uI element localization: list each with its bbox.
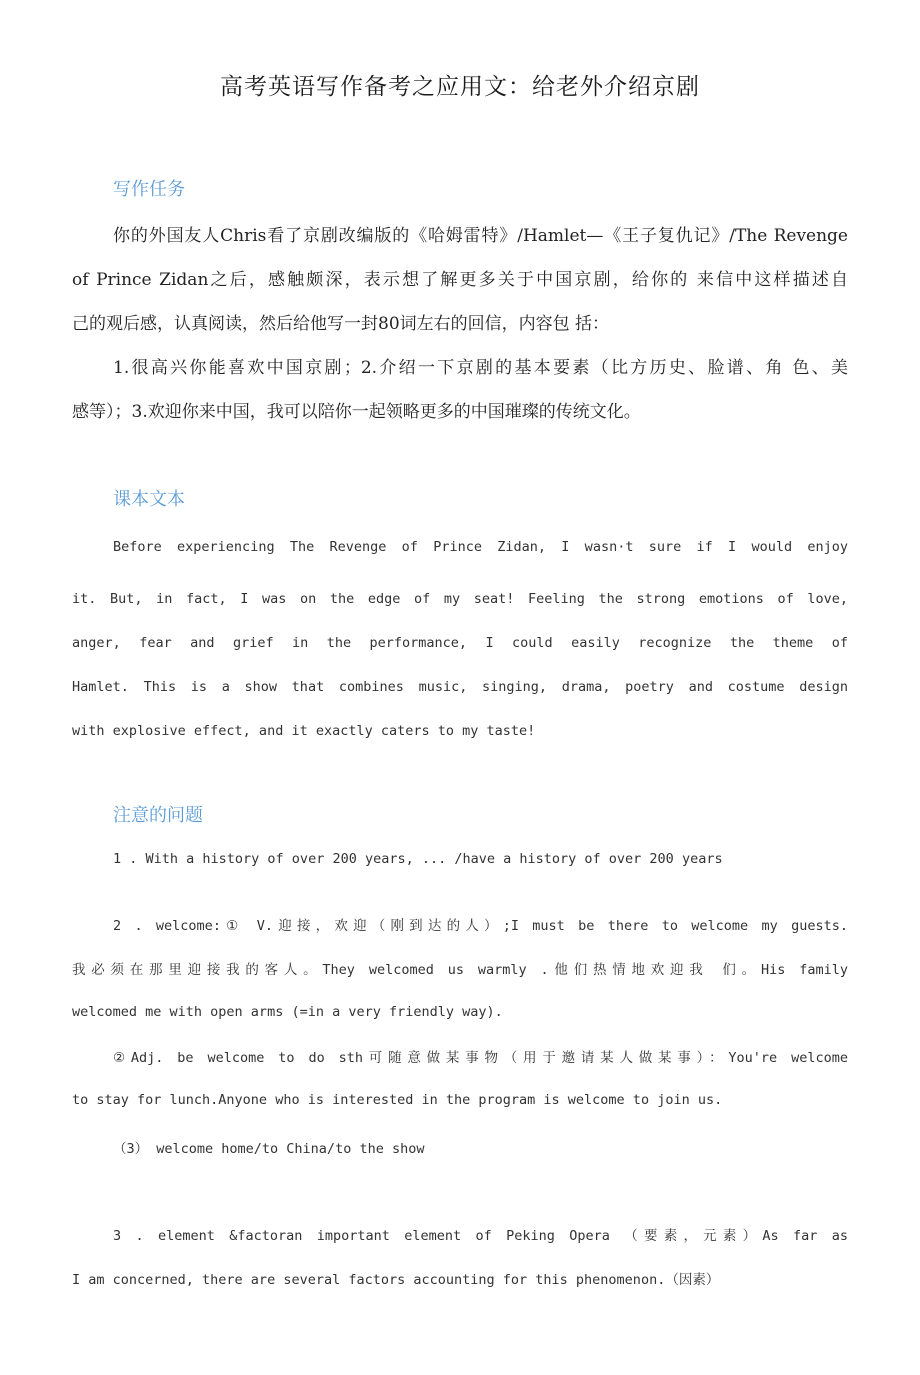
text-line-1: Before experiencing The Revenge of Prince Zidan, I wasn·t sure if I would enjoy [113, 539, 848, 555]
section-heading-text: 课本文本 [113, 489, 185, 510]
task-line-3: 己的观后感，认真阅读，然后给他写一封80词左右的回信，内容包 括： [72, 314, 610, 334]
task-line-5: 感等）；3.欢迎你来中国，我可以陪你一起领略更多的中国璀璨的传统文化。 [72, 402, 641, 422]
task-line-2: of Prince Zidan之后，感触颇深，表示想了解更多关于中国京剧，给你的 来信中这样描述自 [72, 270, 848, 290]
section-heading-task: 写作任务 [113, 179, 185, 200]
text-line-3: anger, fear and grief in the performance, I could easily recognize the theme of [72, 635, 848, 651]
note-line-7: （3） welcome home/to China/to the show [113, 1141, 425, 1157]
note-line-4: welcomed me with open arms (=in a very friendly way). [72, 1004, 503, 1020]
text-line-4: Hamlet. This is a show that combines music, singing, drama, poetry and costume design [72, 679, 848, 695]
document-title: 高考英语写作备考之应用文：给老外介绍京剧 [220, 74, 700, 100]
note-line-6: to stay for lunch.Anyone who is interested in the program is welcome to join us. [72, 1092, 723, 1108]
text-line-5: with explosive effect, and it exactly caters to my taste! [72, 723, 536, 739]
note-line-8: 3 . element &factoran important element of Peking Opera （要素，元素）As far as [113, 1228, 848, 1244]
note-line-5: ②Adj. be welcome to do sth可随意做某事物（用于邀请某人做某事）：You're welcome [113, 1050, 848, 1066]
note-line-1: 1 . With a history of over 200 years, ... /have a history of over 200 years [113, 851, 723, 867]
text-line-2: it. But, in fact, I was on the edge of my seat! Feeling the strong emotions of love, [72, 591, 848, 607]
note-line-3: 我必须在那里迎接我的客人。They welcomed us warmly .他们热情地欢迎我 们。His family [72, 962, 848, 978]
note-line-2: 2 . welcome:① V.迎接，欢迎（刚到达的人）;I must be there to welcome my guests. [113, 918, 848, 934]
note-line-9: I am concerned, there are several factors accounting for this phenomenon.（因素） [72, 1272, 720, 1288]
task-line-4: 1.很高兴你能喜欢中国京剧；2.介绍一下京剧的基本要素（比方历史、脸谱、角 色、美 [113, 358, 848, 378]
section-heading-notes: 注意的问题 [113, 805, 203, 826]
task-line-1: 你的外国友人Chris看了京剧改编版的《哈姆雷特》/Hamlet—《王子复仇记》/The Revenge [113, 226, 848, 246]
